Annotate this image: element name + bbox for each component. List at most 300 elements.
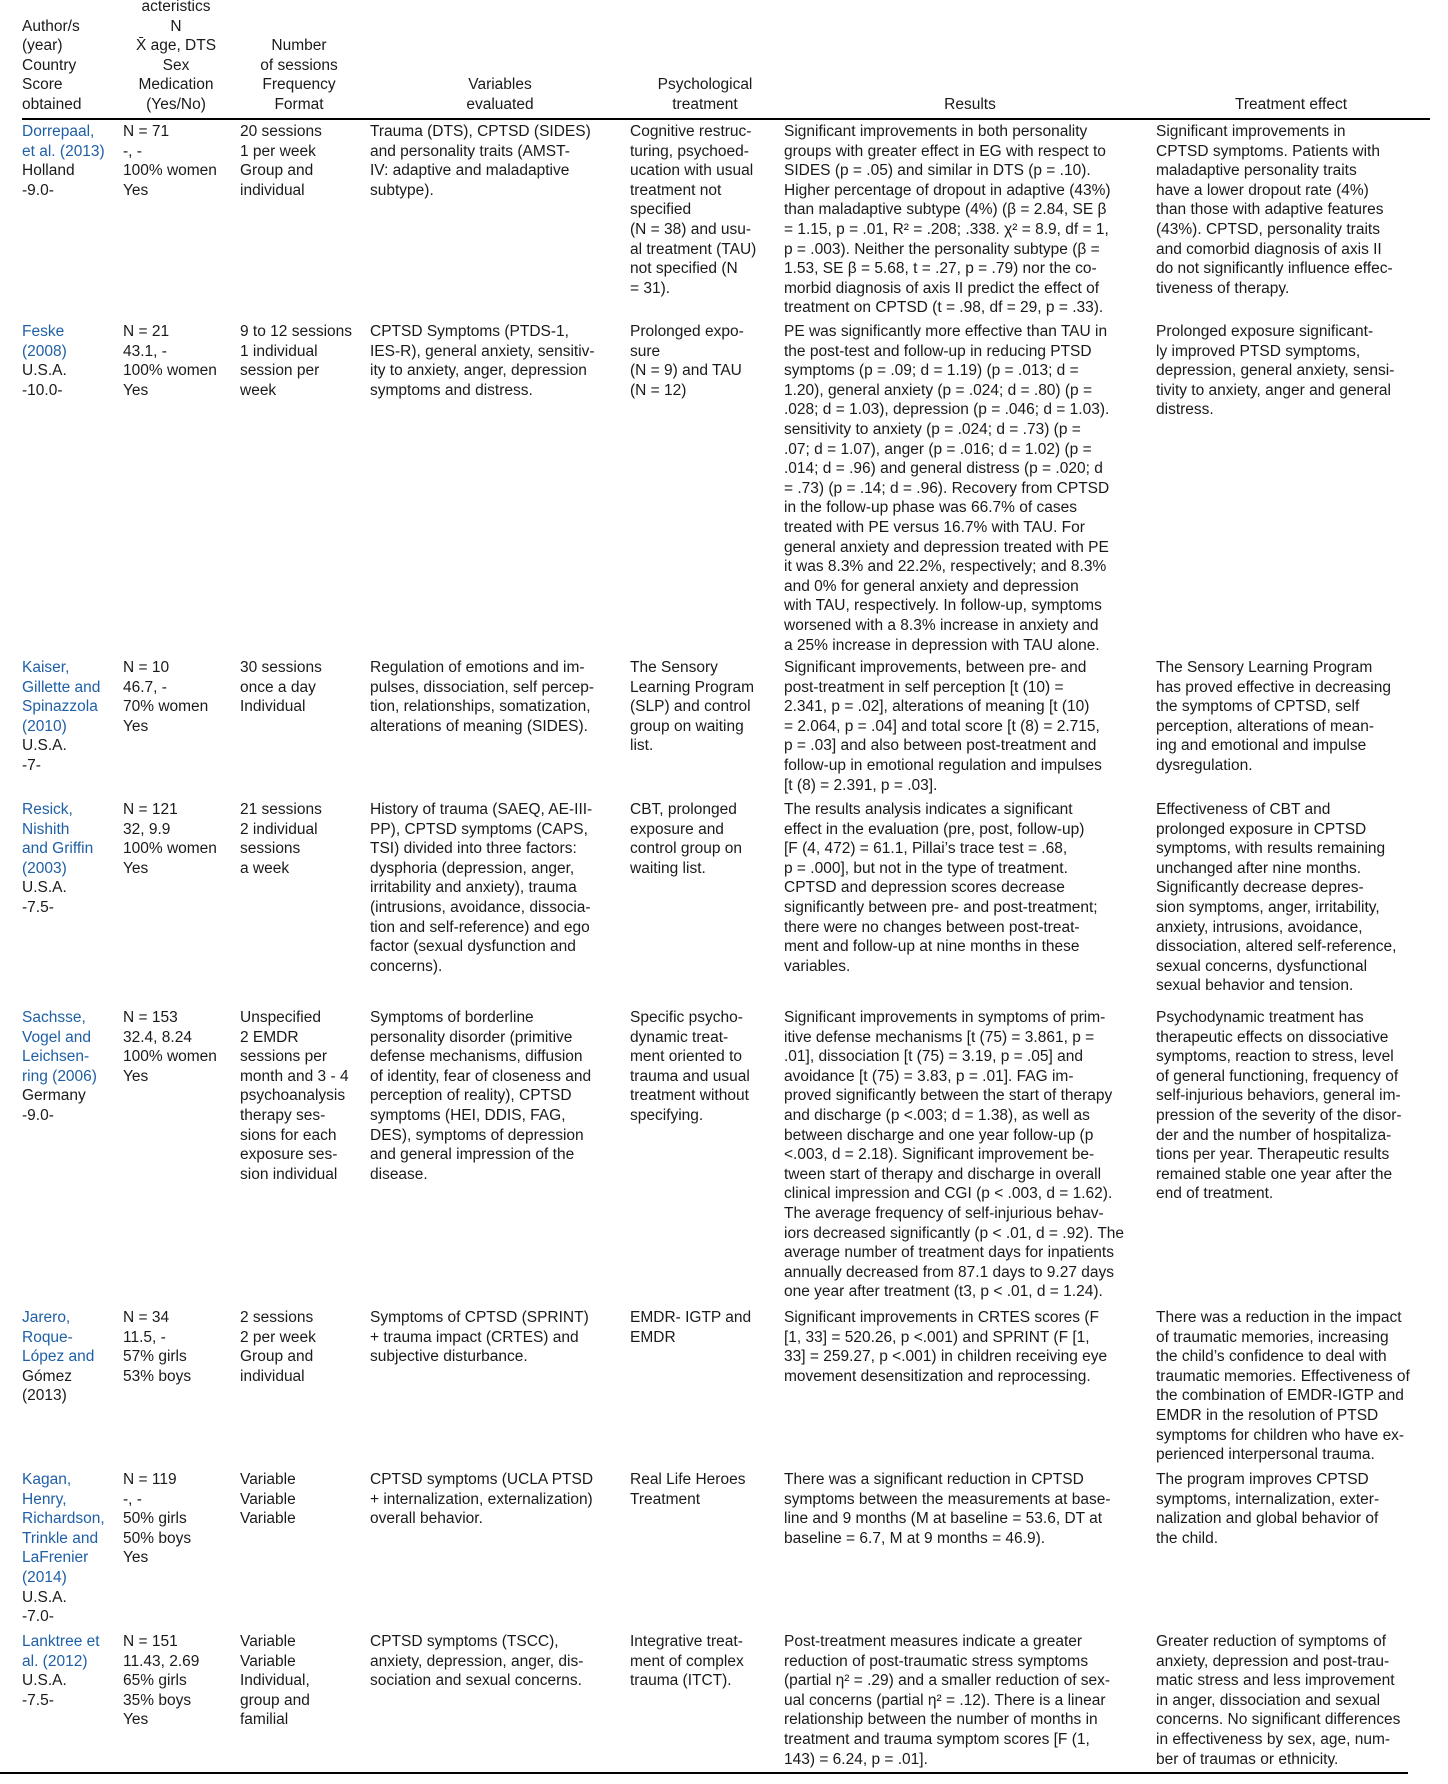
- header-line: (Yes/No): [146, 95, 206, 113]
- cell-line: 32, 9.9: [123, 820, 171, 838]
- cell-line: .014; d = .96) and general distress (p = .020; d: [784, 460, 1103, 478]
- cell-line: maladaptive personality traits: [1156, 162, 1357, 180]
- cell-line: = 2.064, p = .04] and total score [t (8) = 2.715,: [784, 717, 1100, 735]
- cell-line: symptoms for children who have ex-: [1156, 1426, 1405, 1444]
- cell-line: CPTSD symptoms (TSCC),: [370, 1633, 559, 1650]
- cell-line: 53% boys: [123, 1367, 192, 1385]
- cell-line: personality disorder (primitive: [370, 1028, 573, 1046]
- cell-line: have a lower dropout rate (4%): [1156, 181, 1369, 199]
- cell-line: sion individual: [240, 1165, 338, 1183]
- cell-line: Psychodynamic treatment has: [1156, 1009, 1364, 1026]
- cell-line: Variable: [240, 1652, 296, 1670]
- cell-line: alterations of meaning (SIDES).: [370, 717, 588, 735]
- cell-line: one year after treatment (t3, p < .01, d = 1.24).: [784, 1283, 1103, 1301]
- cell-line: Higher percentage of dropout in adaptive (43%): [784, 181, 1111, 199]
- cell-line: (43%). CPTSD, personality traits: [1156, 220, 1380, 238]
- cell-line: and 0% for general anxiety and depression: [784, 577, 1079, 595]
- header-line: (year): [22, 37, 63, 54]
- cell-line: overall behavior.: [370, 1510, 483, 1528]
- header-characteristics: [116, 0, 236, 114]
- header-line: evaluated: [466, 95, 534, 113]
- cell-line: Symptoms of CPTSD (SPRINT): [370, 1309, 589, 1326]
- variables-cell: [370, 1308, 628, 1367]
- author-line: et al. (2013): [22, 142, 105, 160]
- cell-line: TSI) divided into three factors:: [370, 840, 577, 858]
- cell-line: N = 71: [123, 123, 170, 140]
- cell-line: post-treatment in self perception [t (10) =: [784, 678, 1064, 696]
- author-line: U.S.A.: [22, 737, 67, 755]
- cell-line: matic stress and less improvement: [1156, 1672, 1395, 1690]
- author-cell: [22, 322, 114, 400]
- cell-line: der and the number of hospitaliza-: [1156, 1126, 1392, 1144]
- cell-line: proved significantly between the start of therapy: [784, 1087, 1113, 1105]
- cell-line: Yes: [123, 717, 149, 735]
- cell-line: al treatment (TAU): [630, 240, 757, 258]
- cell-line: the post-test and follow-up in reducing PTSD: [784, 342, 1092, 360]
- cell-line: subjective disturbance.: [370, 1348, 528, 1366]
- cell-line: month and 3 - 4: [240, 1067, 349, 1085]
- characteristics-cell: [123, 658, 238, 736]
- cell-line: Variable: [240, 1490, 296, 1508]
- author-line: -7.5-: [22, 1691, 54, 1709]
- cell-line: 30 sessions: [240, 659, 322, 676]
- cell-line: anxiety, intrusions, avoidance,: [1156, 918, 1363, 936]
- cell-line: 21 sessions: [240, 801, 322, 818]
- variables-cell: [370, 1632, 628, 1691]
- cell-line: symptoms and distress.: [370, 381, 533, 399]
- cell-line: 1 per week: [240, 142, 316, 160]
- cell-line: Regulation of emotions and im-: [370, 659, 585, 676]
- cell-line: there were no changes between post-treat-: [784, 918, 1080, 936]
- author-cell: [22, 800, 114, 918]
- cell-line: than those with adaptive features: [1156, 201, 1384, 219]
- cell-line: and personality traits (AMST-: [370, 142, 570, 160]
- sessions-cell: [240, 322, 365, 400]
- cell-line: in the follow-up phase was 66.7% of cases: [784, 499, 1077, 517]
- cell-line: movement desensitization and reprocessing.: [784, 1367, 1091, 1385]
- author-line: Resick,: [22, 801, 73, 818]
- treatment-cell: [630, 800, 780, 878]
- table-header: [22, 0, 1430, 120]
- variables-cell: [370, 322, 628, 400]
- cell-line: the child’s confidence to deal with: [1156, 1348, 1387, 1366]
- cell-line: Yes: [123, 1711, 149, 1729]
- cell-line: There was a reduction in the impact: [1156, 1309, 1402, 1326]
- cell-line: Group and: [240, 1348, 314, 1366]
- cell-line: not specified (N: [630, 260, 738, 278]
- cell-line: treatment on CPTSD (t = .98, df = 29, p = .33).: [784, 299, 1104, 317]
- cell-line: distress.: [1156, 401, 1214, 419]
- header-results: [780, 95, 1160, 115]
- cell-line: and general impression of the: [370, 1146, 575, 1164]
- effect-cell: [1156, 658, 1430, 776]
- cell-line: 11.43, 2.69: [123, 1652, 200, 1670]
- header-effect: [1152, 95, 1430, 115]
- cell-line: Post-treatment measures indicate a greater: [784, 1633, 1083, 1650]
- cell-line: Yes: [123, 381, 149, 399]
- header-treatment: [630, 75, 780, 114]
- cell-line: The program improves CPTSD: [1156, 1471, 1369, 1488]
- cell-line: ly improved PTSD symptoms,: [1156, 342, 1361, 360]
- cell-line: 50% boys: [123, 1529, 192, 1547]
- cell-line: symptoms between the measurements at base-: [784, 1490, 1111, 1508]
- effect-cell: [1156, 122, 1430, 298]
- cell-line: Effectiveness of CBT and: [1156, 801, 1331, 818]
- cell-line: tion, relationships, somatization,: [370, 698, 591, 716]
- results-cell: [784, 800, 1162, 976]
- cell-line: DES), symptoms of depression: [370, 1126, 584, 1144]
- cell-line: tion and self-reference) and ego: [370, 918, 590, 936]
- cell-line: 65% girls: [123, 1672, 187, 1690]
- cell-line: individual: [240, 1367, 305, 1385]
- cell-line: N = 151: [123, 1633, 178, 1650]
- cell-line: = 1.15, p = .01, R² = .208; .338. χ² = 8.9, df = 1,: [784, 220, 1109, 238]
- cell-line: a week: [240, 859, 290, 877]
- characteristics-cell: [123, 322, 238, 400]
- cell-line: symptoms (p = .09; d = 1.19) (p = .013; d =: [784, 362, 1079, 380]
- author-line: Dorrepaal,: [22, 123, 95, 140]
- cell-line: average number of treatment days for inpatients: [784, 1244, 1114, 1262]
- cell-line: Significant improvements in symptoms of prim-: [784, 1009, 1106, 1026]
- cell-line: sion symptoms, anger, irritability,: [1156, 898, 1380, 916]
- cell-line: a 25% increase in depression with TAU alone.: [784, 636, 1100, 654]
- author-line: (2013): [22, 1387, 67, 1405]
- cell-line: sure: [630, 342, 661, 360]
- cell-line: ucation with usual: [630, 162, 754, 180]
- sessions-cell: [240, 122, 365, 200]
- header-line: acteristics: [141, 0, 211, 15]
- author-line: Nishith: [22, 820, 70, 838]
- cell-line: waiting list.: [630, 859, 706, 877]
- cell-line: CPTSD symptoms (UCLA PTSD: [370, 1471, 594, 1488]
- author-line: Feske: [22, 323, 65, 340]
- cell-line: ity to anxiety, anger, depression: [370, 362, 587, 380]
- cell-line: ment and follow-up at nine months in these: [784, 938, 1080, 956]
- cell-line: subtype).: [370, 181, 434, 199]
- cell-line: 35% boys: [123, 1691, 192, 1709]
- author-line: -7-: [22, 756, 41, 774]
- cell-line: N = 10: [123, 659, 170, 676]
- cell-line: tiveness of therapy.: [1156, 279, 1290, 297]
- cell-line: week: [240, 381, 277, 399]
- cell-line: follow-up in emotional regulation and impulses: [784, 756, 1102, 774]
- cell-line: therapeutic effects on dissociative: [1156, 1028, 1389, 1046]
- sessions-cell: [240, 1308, 365, 1386]
- cell-line: significantly between pre- and post-treatment;: [784, 898, 1098, 916]
- author-line: Germany: [22, 1087, 86, 1105]
- header-sessions: [240, 36, 358, 114]
- cell-line: Unspecified: [240, 1009, 321, 1026]
- header-variables: [370, 75, 630, 114]
- cell-line: once a day: [240, 678, 316, 696]
- sessions-cell: [240, 1008, 365, 1184]
- cell-line: treatment and trauma symptom scores [F (1,: [784, 1730, 1090, 1748]
- cell-line: Significant improvements in CRTES scores (F: [784, 1309, 1099, 1326]
- cell-line: sions for each: [240, 1126, 337, 1144]
- cell-line: CBT, prolonged: [630, 801, 737, 818]
- cell-line: 46.7, -: [123, 678, 167, 696]
- cell-line: History of trauma (SAEQ, AE-III-: [370, 801, 593, 818]
- cell-line: variables.: [784, 957, 851, 975]
- variables-cell: [370, 658, 628, 736]
- cell-line: treatment not: [630, 181, 722, 199]
- header-line: Psychological: [657, 76, 753, 93]
- characteristics-cell: [123, 800, 238, 878]
- cell-line: [1, 33] = 520.26, p <.001) and SPRINT (F [1,: [784, 1328, 1090, 1346]
- author-line: Gómez: [22, 1367, 72, 1385]
- author-line: -7.5-: [22, 898, 54, 916]
- sessions-cell: [240, 800, 365, 878]
- cell-line: familial: [240, 1711, 289, 1729]
- author-line: Kaiser,: [22, 659, 70, 676]
- cell-line: = .73) (p = .14; d = .96). Recovery from CPTSD: [784, 479, 1110, 497]
- author-line: ring (2006): [22, 1067, 97, 1085]
- cell-line: Treatment: [630, 1490, 701, 1508]
- author-cell: [22, 1632, 114, 1710]
- cell-line: defense mechanisms, diffusion: [370, 1048, 583, 1066]
- cell-line: Integrative treat-: [630, 1633, 743, 1650]
- cell-line: Trauma (DTS), CPTSD (SIDES): [370, 123, 591, 140]
- treatment-cell: [630, 1008, 780, 1126]
- cell-line: prolonged exposure in CPTSD: [1156, 820, 1367, 838]
- cell-line: ing and emotional and impulse: [1156, 737, 1367, 755]
- cell-line: treated with PE versus 16.7% with TAU. For: [784, 518, 1085, 536]
- author-line: (2014): [22, 1568, 67, 1586]
- cell-line: self-injurious behaviors, general im-: [1156, 1087, 1401, 1105]
- cell-line: between discharge and one year follow-up (p: [784, 1126, 1094, 1144]
- cell-line: and discharge (p <.003; d = 1.38), as well as: [784, 1106, 1090, 1124]
- cell-line: Yes: [123, 1067, 149, 1085]
- cell-line: Yes: [123, 181, 149, 199]
- author-cell: [22, 658, 114, 776]
- author-line: -10.0-: [22, 381, 63, 399]
- header-line: Treatment effect: [1235, 95, 1347, 113]
- cell-line: factor (sexual dysfunction and: [370, 938, 576, 956]
- cell-line: 50% girls: [123, 1510, 187, 1528]
- cell-line: 2 individual: [240, 820, 318, 838]
- cell-line: The Sensory Learning Program: [1156, 659, 1373, 676]
- cell-line: the symptoms of CPTSD, self: [1156, 698, 1360, 716]
- author-line: Jarero,: [22, 1309, 71, 1326]
- treatment-cell: [630, 1632, 780, 1691]
- cell-line: <.003, d = 2.18). Significant improvement be-: [784, 1146, 1095, 1164]
- cell-line: anxiety, depression, anger, dis-: [370, 1652, 584, 1670]
- header-line: Format: [274, 95, 324, 113]
- sessions-cell: [240, 1632, 365, 1730]
- study-table: [22, 0, 1430, 1768]
- cell-line: Significant improvements in: [1156, 123, 1346, 140]
- cell-line: Individual: [240, 698, 306, 716]
- cell-line: iors decreased significantly (p < .01, d = .92). The: [784, 1224, 1125, 1242]
- results-cell: [784, 322, 1162, 655]
- cell-line: the child.: [1156, 1529, 1219, 1547]
- cell-line: 2.341, p = .02], alterations of meaning [t (10): [784, 698, 1090, 716]
- effect-cell: [1156, 322, 1430, 420]
- cell-line: symptoms, internalization, exter-: [1156, 1490, 1380, 1508]
- cell-line: p = .003). Neither the personality subtype (β =: [784, 240, 1100, 258]
- cell-line: (N = 12): [630, 381, 687, 399]
- header-line: X̄ age, DTS: [135, 37, 217, 54]
- cell-line: IV: adaptive and maladaptive: [370, 162, 570, 180]
- cell-line: CPTSD symptoms. Patients with: [1156, 142, 1380, 160]
- cell-line: 100% women: [123, 362, 217, 380]
- cell-line: The results analysis indicates a significant: [784, 801, 1073, 818]
- characteristics-cell: [123, 1008, 238, 1086]
- cell-line: in anger, dissociation and sexual: [1156, 1691, 1381, 1709]
- cell-line: reduction of post-traumatic stress symptoms: [784, 1652, 1089, 1670]
- sessions-cell: [240, 658, 365, 717]
- cell-line: + internalization, externalization): [370, 1490, 593, 1508]
- cell-line: individual: [240, 181, 305, 199]
- header-line: N: [170, 17, 182, 35]
- author-line: Richardson,: [22, 1510, 105, 1528]
- cell-line: ment of complex: [630, 1652, 744, 1670]
- author-line: Henry,: [22, 1490, 67, 1508]
- cell-line: dissociation, altered self-reference,: [1156, 938, 1397, 956]
- cell-line: Yes: [123, 859, 149, 877]
- cell-line: 100% women: [123, 162, 217, 180]
- header-line: treatment: [672, 95, 738, 113]
- cell-line: 2 EMDR: [240, 1028, 299, 1046]
- header-line: obtained: [22, 95, 82, 113]
- cell-line: session per: [240, 362, 320, 380]
- cell-line: pulses, dissociation, self percep-: [370, 678, 595, 696]
- header-line: Author/s: [22, 17, 80, 35]
- cell-line: ual concerns (partial η² = .12). There is a linear: [784, 1691, 1106, 1709]
- cell-line: groups with greater effect in EG with respect to: [784, 142, 1106, 160]
- cell-line: 33] = 259.27, p <.001) in children receiving eye: [784, 1348, 1108, 1366]
- results-cell: [784, 1008, 1162, 1302]
- cell-line: symptoms, reaction to stress, level: [1156, 1048, 1394, 1066]
- cell-line: of traumatic memories, increasing: [1156, 1328, 1389, 1346]
- cell-line: CPTSD and depression scores decrease: [784, 879, 1065, 897]
- cell-line: trauma and usual: [630, 1067, 750, 1085]
- cell-line: Prolonged expo-: [630, 323, 744, 340]
- cell-line: PE was significantly more effective than TAU in: [784, 323, 1108, 340]
- cell-line: dynamic treat-: [630, 1028, 729, 1046]
- cell-line: disease.: [370, 1165, 428, 1183]
- sessions-cell: [240, 1470, 365, 1529]
- cell-line: control group on: [630, 840, 743, 858]
- cell-line: (intrusions, avoidance, dissocia-: [370, 898, 591, 916]
- treatment-cell: [630, 122, 780, 298]
- cell-line: annually decreased from 87.1 days to 9.27 days: [784, 1263, 1115, 1281]
- header-line: of sessions: [260, 56, 338, 74]
- cell-line: list.: [630, 737, 654, 755]
- author-line: Roque-: [22, 1328, 73, 1346]
- author-line: Sachsse,: [22, 1009, 86, 1026]
- cell-line: sensitivity to anxiety (p = .024; d = .73) (p =: [784, 420, 1081, 438]
- cell-line: specified: [630, 201, 692, 219]
- results-cell: [784, 1470, 1162, 1548]
- cell-line: SIDES (p = .05) and similar in DTS (p = .10).: [784, 162, 1091, 180]
- cell-line: 100% women: [123, 840, 217, 858]
- cell-line: 70% women: [123, 698, 209, 716]
- cell-line: general anxiety and depression treated with PE: [784, 538, 1109, 556]
- cell-line: tions per year. Therapeutic results: [1156, 1146, 1390, 1164]
- header-line: Medication: [138, 76, 214, 93]
- cell-line: Variable: [240, 1510, 296, 1528]
- cell-line: remained stable one year after the: [1156, 1165, 1393, 1183]
- cell-line: end of treatment.: [1156, 1185, 1274, 1203]
- author-cell: [22, 122, 114, 200]
- cell-line: Learning Program: [630, 678, 755, 696]
- results-cell: [784, 658, 1162, 795]
- header-line: Sex: [162, 56, 190, 74]
- cell-line: perception, alterations of mean-: [1156, 717, 1374, 735]
- header-line: Number: [271, 37, 327, 54]
- author-cell: [22, 1008, 114, 1126]
- cell-line: .07; d = 1.07), anger (p = .016; d = 1.02) (p =: [784, 440, 1092, 458]
- cell-line: ment oriented to: [630, 1048, 743, 1066]
- effect-cell: [1156, 1470, 1430, 1548]
- cell-line: [t (8) = 2.391, p = .03].: [784, 776, 938, 794]
- cell-line: N = 119: [123, 1471, 177, 1488]
- author-line: (2008): [22, 342, 67, 360]
- characteristics-cell: [123, 1632, 238, 1730]
- author-line: Gillette and: [22, 678, 101, 696]
- treatment-cell: [630, 1308, 780, 1347]
- cell-line: Cognitive restruc-: [630, 123, 752, 140]
- cell-line: EMDR- IGTP and: [630, 1309, 752, 1326]
- characteristics-cell: [123, 122, 238, 200]
- variables-cell: [370, 1470, 628, 1529]
- cell-line: exposure ses-: [240, 1146, 338, 1164]
- author-line: and Griffin: [22, 840, 94, 858]
- results-cell: [784, 1308, 1162, 1386]
- cell-line: (SLP) and control: [630, 698, 751, 716]
- author-line: -7.0-: [22, 1608, 54, 1626]
- header-author: [22, 17, 122, 115]
- cell-line: traumatic memories. Effectiveness of: [1156, 1367, 1410, 1385]
- cell-line: group on waiting: [630, 717, 744, 735]
- author-line: Lanktree et: [22, 1633, 100, 1650]
- author-cell: [22, 1308, 114, 1406]
- cell-line: it was 8.3% and 22.2%, respectively; and 8.3%: [784, 558, 1107, 576]
- cell-line: The average frequency of self-injurious behav-: [784, 1204, 1104, 1222]
- cell-line: dysregulation.: [1156, 756, 1253, 774]
- characteristics-cell: [123, 1308, 238, 1386]
- author-line: U.S.A.: [22, 1588, 67, 1606]
- cell-line: N = 121: [123, 801, 178, 818]
- cell-line: Significant improvements, between pre- and: [784, 659, 1087, 676]
- cell-line: The Sensory: [630, 659, 718, 676]
- cell-line: tween start of therapy and discharge in overall: [784, 1165, 1102, 1183]
- cell-line: Symptoms of borderline: [370, 1009, 534, 1026]
- author-line: (2010): [22, 717, 67, 735]
- author-line: Holland: [22, 162, 75, 180]
- cell-line: N = 21: [123, 323, 170, 340]
- cell-line: 143) = 6.24, p = .01].: [784, 1750, 928, 1768]
- cell-line: psychoanalysis: [240, 1087, 346, 1105]
- cell-line: EMDR in the resolution of PTSD: [1156, 1406, 1379, 1424]
- results-cell: [784, 1632, 1162, 1769]
- cell-line: with TAU, respectively. In follow-up, symptoms: [784, 597, 1102, 615]
- cell-line: specifying.: [630, 1106, 704, 1124]
- cell-line: group and: [240, 1691, 310, 1709]
- cell-line: 1.20), general anxiety (p = .024; d = .80) (p =: [784, 381, 1093, 399]
- cell-line: -, -: [123, 142, 142, 160]
- header-line: Country: [22, 56, 77, 74]
- author-line: Vogel and: [22, 1028, 91, 1046]
- cell-line: 20 sessions: [240, 123, 322, 140]
- cell-line: [F (4, 472) = 61.1, Pillai’s trace test = .68,: [784, 840, 1068, 858]
- cell-line: (partial η² = .29) and a smaller reduction of sex-: [784, 1672, 1111, 1690]
- cell-line: EMDR: [630, 1328, 676, 1346]
- header-line: Results: [944, 95, 996, 113]
- header-line: Frequency: [262, 76, 336, 93]
- cell-line: 1.53, SE β = 5.68, t = .27, p = .79) nor the co-: [784, 260, 1097, 278]
